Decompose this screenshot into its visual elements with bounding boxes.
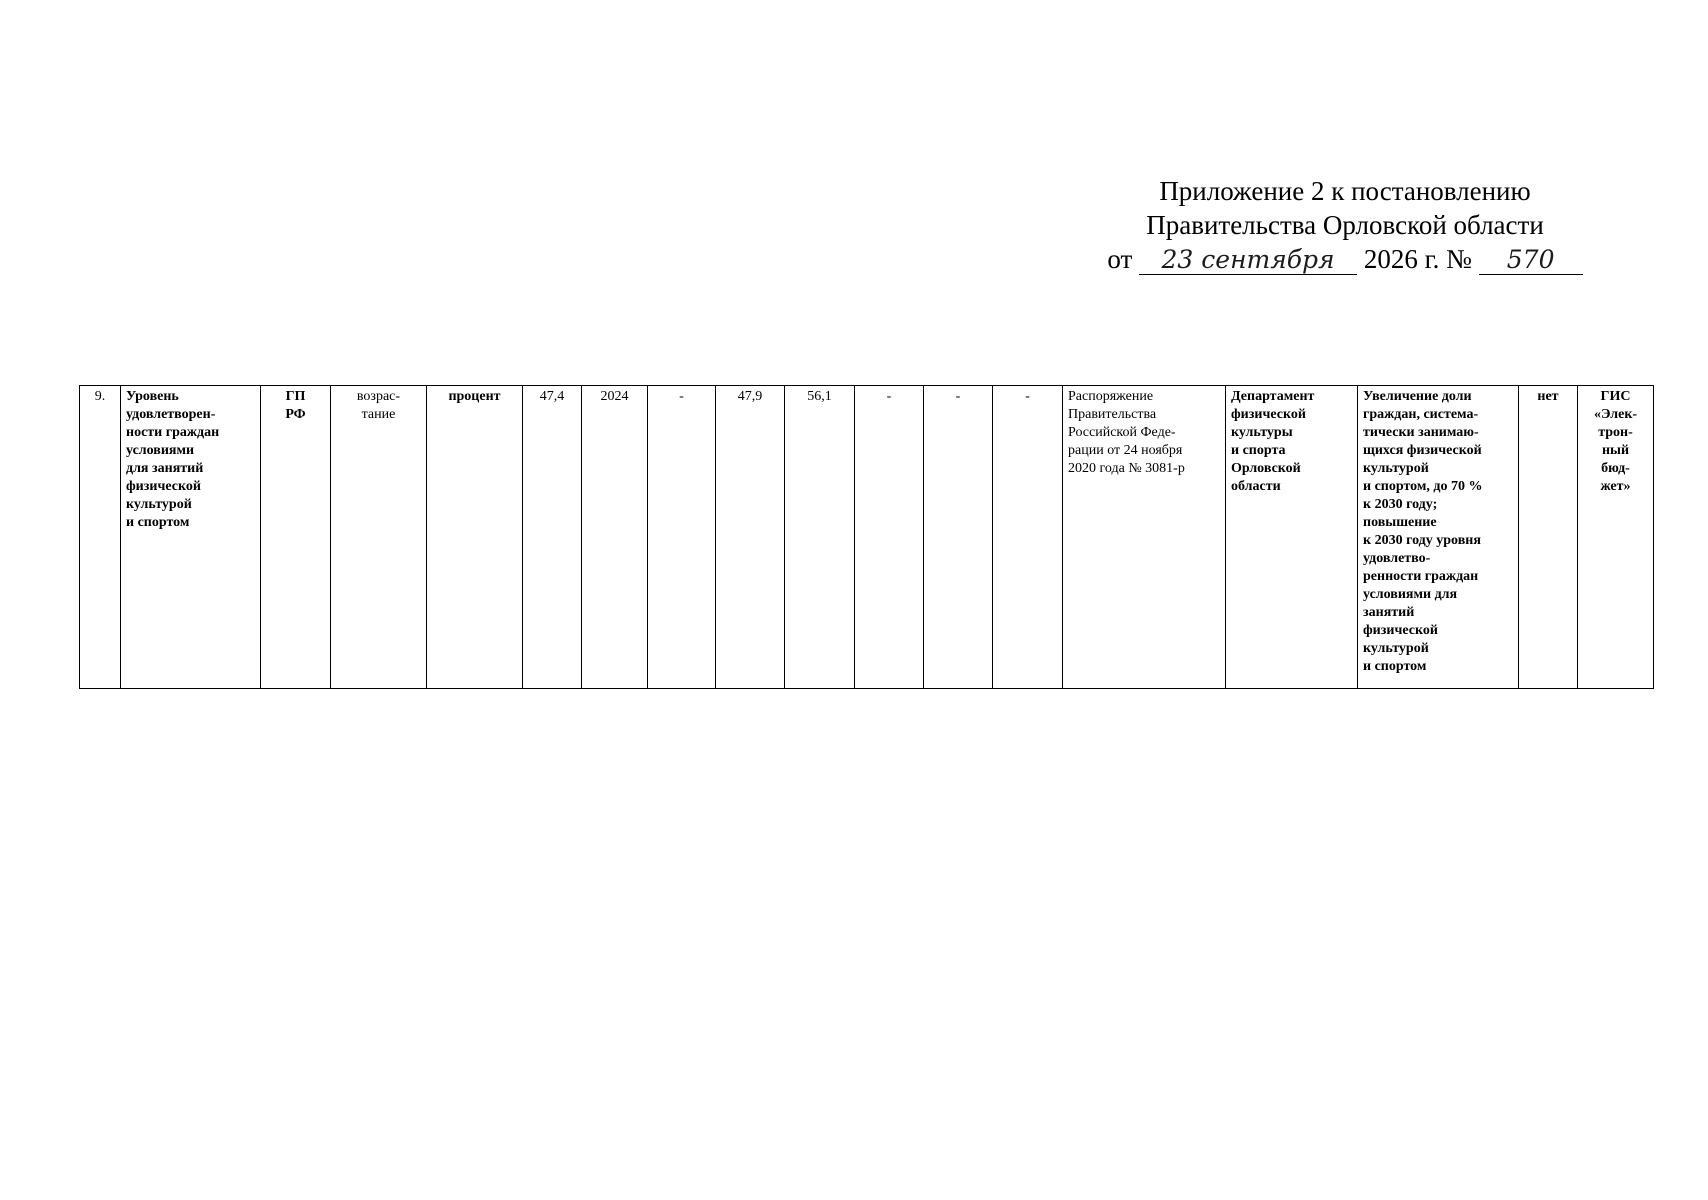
regulatory-document: Распоряжение Правительства Российской Феде- рации от 24 ноября 2020 года № 3081-р — [1063, 386, 1226, 689]
value-year-2: 47,9 — [716, 386, 785, 689]
table-row — [80, 386, 1654, 689]
base-year: 2024 — [582, 386, 648, 689]
handwritten-date: 23 сентября — [1139, 246, 1357, 275]
appendix-title: Приложение 2 к постановлению — [1159, 176, 1531, 206]
handwritten-number: 570 — [1479, 246, 1583, 275]
row-number: 9. — [80, 386, 121, 689]
base-value: 47,4 — [523, 386, 582, 689]
responsible-body: Департамент физической культуры и спорта Орловской области — [1226, 386, 1358, 689]
resolution-date-line — [1080, 242, 1610, 276]
value-year-3: 56,1 — [785, 386, 855, 689]
indicator-name: Уровень удовлетворен- ности граждан условиями для занятий физической культурой и спортом — [121, 386, 261, 689]
indicator-trend: возрас- тание — [331, 386, 427, 689]
value-year-6: - — [993, 386, 1063, 689]
year-number-label: 2026 г. № — [1363, 244, 1472, 274]
value-year-5: - — [924, 386, 993, 689]
indicator-level: ГП РФ — [261, 386, 331, 689]
document-header — [1080, 174, 1610, 276]
indicator-table — [79, 385, 1654, 689]
value-year-4: - — [855, 386, 924, 689]
national-goal-link: Увеличение доли граждан, система- тически занимаю- щихся физической культурой и спортом, до 70 % к 2030 году; повышение к 2030 году уровня удовлетво- ренности граждан условиями для занятий физической культурой и спортом — [1358, 386, 1519, 689]
flag-value: нет — [1519, 386, 1578, 689]
information-system: ГИС «Элек- трон- ный бюд- жет» — [1578, 386, 1654, 689]
from-prefix: от — [1107, 244, 1133, 274]
unit-of-measure: процент — [427, 386, 523, 689]
appendix-issuer: Правительства Орловской области — [1146, 210, 1544, 240]
value-year-1: - — [648, 386, 716, 689]
